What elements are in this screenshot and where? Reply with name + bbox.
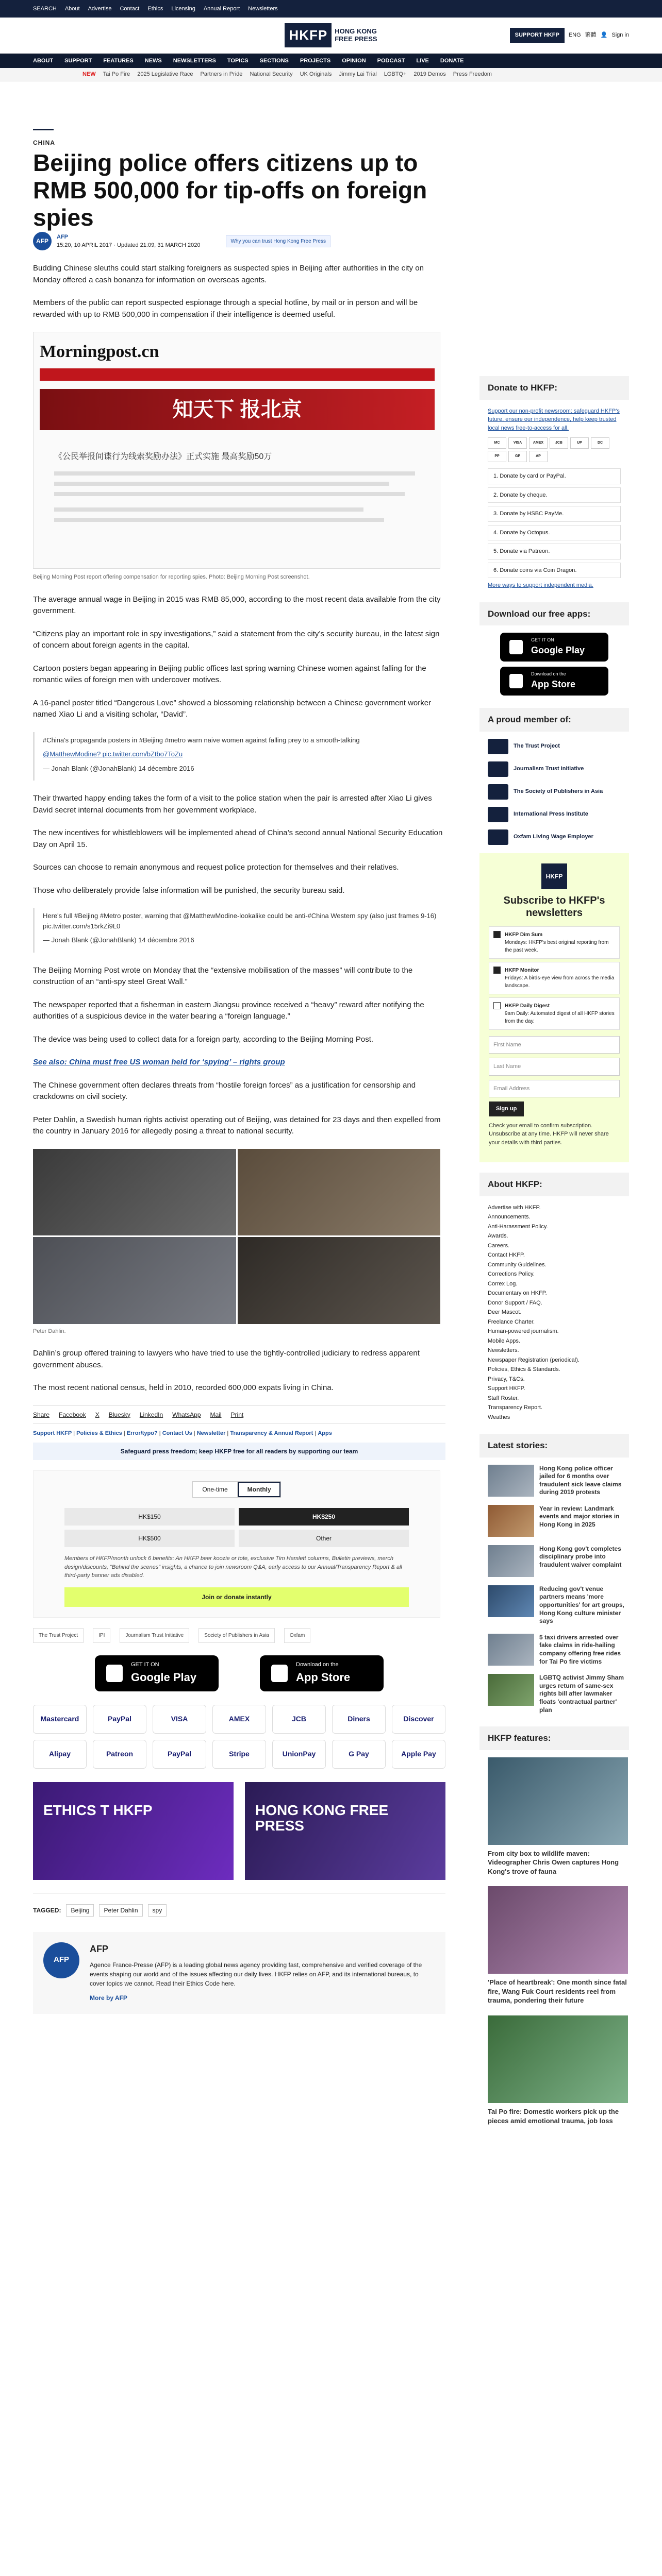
text-line-placeholder [54, 518, 384, 522]
footer-link[interactable]: Policies & Ethics [76, 1430, 122, 1436]
about-link[interactable]: Careers. [488, 1242, 510, 1249]
trust-badge[interactable]: Why you can trust Hong Kong Free Press [226, 235, 330, 247]
payment-logo[interactable]: UnionPay [272, 1740, 326, 1769]
lang-eng-link[interactable]: ENG [568, 32, 581, 38]
contact-link[interactable]: Contact [120, 5, 140, 12]
app-caption: Download on the [531, 671, 566, 676]
nav-sections[interactable]: SECTIONS [259, 57, 289, 64]
donate-option[interactable]: 6. Donate coins via Coin Dragon. [488, 563, 621, 579]
logo-text-line1: HONG KONG [335, 27, 377, 36]
text-line-placeholder [54, 492, 405, 496]
newsletter-signup [479, 853, 629, 1163]
footer-link[interactable]: Transparency & Annual Report [230, 1430, 313, 1436]
member-logo[interactable] [488, 784, 621, 800]
share-mail[interactable]: Mail [210, 1411, 222, 1418]
app-caption: Download on the [296, 1661, 339, 1668]
article-title: Beijing police offers citizens up to RMB 500,000 for tip-offs on foreign spies [33, 149, 427, 231]
tweet-text: Here's full #Beijing #Metro poster, warning that @MatthewModine-lookalike could be anti-#China Western spy (also just frames 9-16) pic.twitter.com/s15rkZi9L0 [43, 912, 437, 930]
promo-banners [33, 1782, 445, 1880]
payment-logo[interactable]: Diners [332, 1705, 386, 1734]
app-buttons [33, 1655, 445, 1691]
payment-logo[interactable]: Stripe [212, 1740, 266, 1769]
about-link[interactable]: Human-powered journalism. [488, 1328, 559, 1334]
story-title[interactable]: Hong Kong gov't completes disciplinary probe into fraudulent waiver complaint [539, 1545, 622, 1569]
logo-mark: HKFP [285, 23, 332, 47]
paragraph: Peter Dahlin, a Swedish human rights activist operating out of Beijing, was detained for 23 days and then expelled from the country in January 2016 for allegedly posing a threat to national security. [33, 1115, 441, 1136]
story-thumbnail[interactable] [488, 1465, 534, 1497]
features-section [479, 1726, 629, 2125]
google-play-button[interactable] [500, 633, 608, 662]
see-also-link[interactable]: See also: China must free US woman held for ‘spying’ – rights group [33, 1058, 285, 1066]
paragraph: Members of the public can report suspected espionage through a special hotline, by mail or in person and will be rewarded with up to RMB 500,000 in compensation if their intelligence is deemed useful. [33, 298, 418, 319]
card-logo: PP [488, 451, 506, 462]
nav-about[interactable]: ABOUT [33, 57, 54, 64]
about-link[interactable]: Corrections Policy. [488, 1271, 535, 1277]
about-link[interactable]: Privacy, T&Cs. [488, 1376, 525, 1382]
trending-link[interactable]: 2019 Demos [413, 71, 446, 78]
story-item[interactable] [488, 1674, 629, 1714]
updated-date: Updated 21:09, 31 MARCH 2020 [117, 242, 201, 248]
paragraph: Their thwarted happy ending takes the form of a visit to the police station when the pair is arrested after Xiao Li gives David secret internal documents from her government workplace. [33, 794, 432, 815]
sopa-logo[interactable]: Society of Publishers in Asia [198, 1628, 275, 1643]
signup-button[interactable]: Sign up [489, 1101, 524, 1116]
share-facebook[interactable]: Facebook [59, 1411, 86, 1418]
author-link[interactable]: AFP [57, 233, 68, 240]
story-thumbnail[interactable] [488, 1505, 534, 1537]
about-link[interactable]: Advertise with HKFP. [488, 1204, 541, 1211]
byline-text: AFP 15:20, 10 APRIL 2017 · Updated 21:09, 31 MARCH 2020 [57, 233, 201, 248]
about-link[interactable]: Mobile Apps. [488, 1337, 520, 1344]
ethics-link[interactable]: Ethics [147, 5, 163, 12]
checkbox-checked-icon[interactable] [493, 967, 501, 974]
story-item[interactable] [488, 1465, 629, 1497]
donate-heading: Donate to HKFP: [479, 376, 629, 400]
member-logo[interactable] [488, 761, 621, 777]
member-mark [488, 807, 508, 822]
share-x[interactable]: X [95, 1411, 100, 1418]
member-logo[interactable] [488, 739, 621, 754]
about-link[interactable]: Awards. [488, 1233, 508, 1239]
latest-stories [479, 1434, 629, 1714]
trending-link[interactable]: National Security [250, 71, 293, 78]
tag[interactable]: Beijing [66, 1904, 94, 1917]
payment-logo[interactable]: JCB [272, 1705, 326, 1734]
about-link[interactable]: About [64, 5, 80, 12]
logo-domain: .cn [137, 342, 159, 361]
donate-option[interactable]: 4. Donate by Octopus. [488, 525, 621, 541]
option-title: HKFP Daily Digest [505, 1003, 550, 1009]
amount-option[interactable]: HK$250 [239, 1508, 409, 1526]
story-item[interactable] [488, 1545, 629, 1577]
paragraph: Cartoon posters began appearing in Beijing public offices last spring warning Chinese women against falling for the romantic wiles of foreign men with undercover motives. [33, 664, 426, 684]
newsletter-option[interactable] [489, 926, 620, 959]
story-thumbnail[interactable] [488, 1674, 534, 1706]
paragraph: The average annual wage in Beijing in 2015 was RMB 85,000, according to the most recent data available from the city government. [33, 595, 441, 615]
advertise-link[interactable]: Advertise [88, 5, 112, 12]
payment-logo[interactable]: PayPal [93, 1705, 146, 1734]
safeguard-banner: Safeguard press freedom; keep HKFP free for all readers by supporting our team [33, 1443, 445, 1460]
jti-logo[interactable]: Journalism Trust Initiative [120, 1628, 189, 1643]
footer-link[interactable]: Newsletter [196, 1430, 226, 1436]
share-bluesky[interactable]: Bluesky [108, 1411, 130, 1418]
about-link[interactable]: Newspaper Registration (periodical). [488, 1357, 580, 1363]
story-thumbnail[interactable] [488, 1545, 534, 1577]
screenshot-headline: 《公民举报间谍行为线索奖励办法》正式实施 最高奖励50万 [54, 452, 272, 461]
card-logo: JCB [550, 437, 568, 449]
tag[interactable]: spy [148, 1904, 167, 1917]
paragraph: The new incentives for whistleblowers will be implemented ahead of China’s second annual National Security Education Day on April 15. [33, 828, 443, 849]
image-caption: Peter Dahlin. [33, 1328, 66, 1334]
payment-logo[interactable]: Patreon [93, 1740, 146, 1769]
peter-dahlin-photo [33, 1149, 440, 1324]
footer-link[interactable]: Apps [318, 1430, 332, 1436]
member-logo[interactable] [488, 829, 621, 845]
site-logo[interactable] [285, 23, 377, 47]
tags-label: TAGGED: [33, 1906, 61, 1914]
join-donate-button[interactable]: Join or donate instantly [64, 1587, 409, 1607]
feature-card[interactable] [488, 1886, 629, 2005]
text-line-placeholder [54, 507, 363, 512]
text-line-placeholder [54, 482, 389, 486]
trending-link[interactable]: 2025 Legislative Race [137, 71, 193, 78]
paragraph: The most recent national census, held in 2010, recorded 600,000 expats living in China. [33, 1383, 334, 1392]
member-name: The Society of Publishers in Asia [514, 788, 603, 795]
donate-intro-link[interactable]: Support our non-profit newsroom: safeguard HKFP's future, ensure our independence, help keep trusted local news free-to-access for all. [488, 408, 620, 431]
screenshot-nav-bar [40, 368, 435, 381]
member-mark [488, 784, 508, 800]
share-linkedin[interactable]: LinkedIn [139, 1411, 163, 1418]
header-actions [510, 28, 629, 43]
nav-podcast[interactable]: PODCAST [377, 57, 405, 64]
feature-card[interactable] [488, 1757, 629, 1876]
user-icon[interactable]: 👤 [600, 32, 608, 38]
tweet-signature: — Jonah Blank (@JonahBlank) 14 décembre 2016 [43, 936, 194, 944]
feature-card[interactable] [488, 2015, 629, 2125]
amount-option[interactable]: HK$150 [64, 1508, 235, 1526]
donate-option[interactable]: 5. Donate via Patreon. [488, 544, 621, 560]
story-title[interactable]: LGBTQ activist Jimmy Sham urges return of same-sex rights bill after lawmaker floats 'contractual partner' plan [539, 1674, 624, 1714]
newsletter-note: Check your email to confirm subscription. Unsubscribe at any time. HKFP will never share your details with third parties. [489, 1122, 609, 1146]
newsletter-logo: HKFP [541, 863, 567, 889]
member-name: Oxfam Living Wage Employer [514, 834, 593, 840]
paragraph: The Beijing Morning Post wrote on Monday that the “extensive mobilisation of the masses” will contribute to the construction of an “anti-spy steel Great Wall.” [33, 965, 413, 986]
member-mark [488, 739, 508, 754]
about-link[interactable]: Newsletters. [488, 1347, 519, 1353]
story-item[interactable] [488, 1634, 629, 1666]
paragraph: “Citizens play an important role in spy investigations,” said a statement from the city’s security bureau, in the latest sign of concern about foreign agents in the capital. [33, 629, 440, 650]
member-benefits: Members of HKFP/month unlock 6 benefits: An HKFP beer koozie or tote, exclusive Tim Hamlett columns, Bulletin previews, merch design/discounts, “Behind the scenes” insights, a chance to join newsroom Q&A, early access to our Annual/Transparency Report & all third-party banner ads disabled. [64, 1555, 402, 1579]
option-desc: Mondays: HKFP's best original reporting from the past week. [505, 939, 609, 953]
feature-title[interactable]: 'Place of heartbreak': One month since fatal fire, Wang Fuk Court residents reel from trauma, pondering their future [488, 1978, 627, 2005]
about-link[interactable]: Anti-Harassment Policy. [488, 1223, 548, 1230]
lang-chinese-link[interactable]: 繁體 [585, 32, 597, 38]
about-heading: About HKFP: [479, 1173, 629, 1196]
morningpost-logo [40, 338, 159, 365]
payment-logo[interactable]: Apple Pay [392, 1740, 445, 1769]
footer-link[interactable]: Contact Us [162, 1430, 192, 1436]
nav-live[interactable]: LIVE [416, 57, 429, 64]
feature-image[interactable] [488, 1886, 628, 1974]
author-box [33, 1932, 445, 2014]
morning-post-screenshot [33, 332, 440, 569]
feature-image[interactable] [488, 1757, 628, 1845]
member-mark [488, 829, 508, 845]
about-section [479, 1173, 629, 1421]
donation-widget [33, 1470, 440, 1618]
payment-logo[interactable]: Mastercard [33, 1705, 87, 1734]
google-play-button[interactable] [95, 1655, 219, 1691]
paragraph: Those who deliberately provide false information will be punished, the security bureau said. [33, 886, 345, 895]
checkbox-checked-icon[interactable] [493, 931, 501, 938]
feature-image[interactable] [488, 2015, 628, 2103]
donate-options [479, 468, 629, 590]
about-link[interactable]: Staff Roster. [488, 1395, 519, 1401]
last-name-field[interactable]: Last Name [489, 1058, 620, 1076]
ethics-promo[interactable]: ETHICS T HKFP [33, 1782, 234, 1880]
licensing-link[interactable]: Licensing [171, 5, 195, 12]
member-name: Journalism Trust Initiative [514, 766, 584, 772]
embedded-tweet [33, 732, 445, 781]
site-header [0, 18, 662, 54]
frequency-toggle [64, 1481, 409, 1498]
story-thumbnail[interactable] [488, 1634, 534, 1666]
story-title[interactable]: Year in review: Landmark events and major stories in Hong Kong in 2025 [539, 1504, 620, 1529]
share-bar [33, 1405, 445, 1424]
oxfam-logo[interactable]: Oxfam [284, 1628, 310, 1643]
newsletter-option[interactable] [489, 962, 620, 994]
byline [33, 232, 456, 250]
tag-list [33, 1893, 445, 1917]
sidebar [479, 376, 629, 2136]
app-store-name: Google Play [131, 1671, 197, 1684]
nav-features[interactable]: FEATURES [103, 57, 134, 64]
tweet-link[interactable]: @MatthewModine? pic.twitter.com/bZtbo7ToZu [43, 750, 183, 758]
about-link[interactable]: Deer Mascot. [488, 1309, 522, 1315]
donate-option[interactable]: 2. Donate by cheque. [488, 487, 621, 503]
footer-links: Support HKFP | Policies & Ethics | Error/typo? | Contact Us | Newsletter | Transparency & Annual Report | Apps [33, 1430, 332, 1436]
author-avatar-large[interactable]: AFP [43, 1942, 79, 1978]
app-store-name: App Store [531, 679, 576, 690]
nav-newsletters[interactable]: NEWSLETTERS [173, 57, 216, 64]
share-button[interactable]: Share [33, 1411, 50, 1418]
card-logo: DC [591, 437, 609, 449]
option-title: HKFP Dim Sum [505, 931, 543, 938]
story-title[interactable]: Reducing gov't venue partners means 'more opportunities' for art groups, Hong Kong culture minister says [539, 1585, 624, 1625]
checkbox-icon[interactable] [493, 1002, 501, 1009]
author-avatar[interactable]: AFP [33, 232, 52, 250]
feature-title[interactable]: Tai Po fire: Domestic workers pick up the pieces amid emotional trauma, job loss [488, 2107, 619, 2125]
paragraph: The Chinese government often declares threats from “hostile foreign forces” as a justification for censorship and crackdowns on civil society. [33, 1080, 416, 1101]
nav-topics[interactable]: TOPICS [227, 57, 249, 64]
nav-news[interactable]: NEWS [144, 57, 162, 64]
features-heading: HKFP features: [479, 1726, 629, 1750]
trending-bar [0, 68, 662, 81]
member-name: International Press Institute [514, 811, 588, 818]
ipi-logo[interactable]: IPI [93, 1628, 110, 1643]
logo-text-line2: FREE PRESS [335, 35, 377, 43]
annual-report-link[interactable]: Annual Report [203, 5, 240, 12]
option-desc: Fridays: A birds-eye view from across the media landscape. [505, 975, 615, 989]
about-link[interactable]: Transparency Report. [488, 1404, 542, 1411]
about-list [479, 1204, 629, 1422]
article-category[interactable]: CHINA [33, 139, 55, 146]
amount-option[interactable]: Other [239, 1530, 409, 1547]
about-link[interactable]: Correx Log. [488, 1280, 518, 1287]
screenshot-banner: 知天下 报北京 [40, 389, 435, 430]
paragraph: Budding Chinese sleuths could start stalking foreigners as suspected spies in Beijing after authorities in the city on Monday offered a cash bonanza for information on overseas agents. [33, 264, 424, 284]
payment-logo[interactable]: VISA [153, 1705, 206, 1734]
tag[interactable]: Peter Dahlin [99, 1904, 142, 1917]
card-logo: MC [488, 437, 506, 449]
trending-link[interactable]: Press Freedom [453, 71, 492, 78]
card-logo: GP [508, 451, 527, 462]
text-line-placeholder [54, 471, 415, 476]
card-logo: VISA [508, 437, 527, 449]
logo-word: Morningpost [40, 342, 137, 361]
card-logo: AMEX [529, 437, 548, 449]
trending-link[interactable]: Jimmy Lai Trial [339, 71, 377, 78]
payment-logo[interactable]: PayPal [153, 1740, 206, 1769]
about-link[interactable]: Freelance Charter. [488, 1318, 535, 1325]
member-logo[interactable] [488, 807, 621, 822]
paragraph: The newspaper reported that a fisherman in eastern Jiangsu province received a “heavy” reward after notifying the authorities of a suspicious device in the water bearing a “foreign language.” [33, 1000, 424, 1021]
embedded-tweet [33, 908, 445, 953]
trending-link[interactable]: UK Originals [300, 71, 332, 78]
footer-link[interactable]: Error/typo? [126, 1430, 158, 1436]
freq-one-time[interactable]: One-time [192, 1481, 237, 1498]
search-link[interactable]: SEARCH [33, 5, 57, 12]
newsletter-title: Subscribe to HKFP's newsletters [503, 894, 605, 919]
story-item[interactable] [488, 1585, 629, 1625]
about-link[interactable]: Community Guidelines. [488, 1261, 547, 1268]
about-link[interactable]: Weathes [488, 1414, 510, 1420]
paragraph: The device was being used to collect data for a foreign party, according to the Beijing Morning Post. [33, 1035, 374, 1044]
app-store-button[interactable] [500, 667, 608, 696]
first-name-field[interactable]: First Name [489, 1036, 620, 1054]
nav-opinion[interactable]: OPINION [342, 57, 366, 64]
nav-support[interactable]: SUPPORT [64, 57, 92, 64]
tweet-text: #China's propaganda posters in #Beijing #metro warn naive women against falling prey to a smooth-talking [43, 736, 360, 744]
payment-methods [33, 1705, 445, 1769]
new-badge: NEW [82, 71, 96, 78]
trending-link[interactable]: Partners in Pride [200, 71, 243, 78]
story-title[interactable]: Hong Kong police officer jailed for 6 months over fraudulent sick leave claims during 2019 protests [539, 1464, 622, 1496]
donate-option[interactable]: 1. Donate by card or PayPal. [488, 468, 621, 484]
category-rule [33, 129, 54, 130]
trending-link[interactable]: LGBTQ+ [384, 71, 407, 78]
about-link[interactable]: Support HKFP. [488, 1385, 525, 1392]
press-logos [33, 1628, 445, 1643]
paragraph: Dahlin’s group offered training to lawyers who have tried to use the tightly-controlled judiciary to redress apparent government abuses. [33, 1349, 420, 1369]
card-logo: AP [529, 451, 548, 462]
publish-date: 15:20, 10 APRIL 2017 [57, 242, 112, 248]
hkfp-promo[interactable]: HONG KONG FREE PRESS [245, 1782, 445, 1880]
option-title: HKFP Monitor [505, 967, 539, 973]
story-title[interactable]: 5 taxi drivers arrested over fake claims in ride-hailing company offering free rides for Tai Po fire victims [539, 1633, 621, 1665]
payment-logo[interactable]: G Pay [332, 1740, 386, 1769]
apps-heading: Download our free apps: [479, 602, 629, 626]
email-field[interactable]: Email Address [489, 1080, 620, 1098]
donate-option[interactable]: 3. Donate by HSBC PayMe. [488, 506, 621, 522]
paragraph: A 16-panel poster titled “Dangerous Love” showed a blossoming relationship between a Chinese government worker named Xiao Li and a visiting scholar, “David”. [33, 698, 432, 719]
member-mark [488, 761, 508, 777]
story-thumbnail[interactable] [488, 1585, 534, 1617]
payment-logo[interactable]: Alipay [33, 1740, 87, 1769]
top-utility-bar [0, 0, 662, 18]
nav-donate[interactable]: DONATE [440, 57, 464, 64]
app-store-button[interactable] [260, 1655, 384, 1691]
amount-options [64, 1508, 409, 1547]
option-desc: 9am Daily: Automated digest of all HKFP stories from the day. [505, 1010, 615, 1024]
payment-logo[interactable]: Discover [392, 1705, 445, 1734]
article-body [33, 263, 445, 2014]
more-by-author-link[interactable]: More by AFP [90, 1994, 127, 2002]
about-link[interactable]: Documentary on HKFP. [488, 1290, 547, 1296]
app-caption: GET IT ON [131, 1661, 159, 1668]
author-bio: Agence France-Presse (AFP) is a leading global news agency providing fast, comprehensive and verified coverage of the events shaping our world and of the issues affecting our daily lives. HKFP relies on AFP, and its international bureaus, to cover topics we cannot. Read their Ethics Code here. [90, 1961, 422, 1987]
trust-project-logo[interactable]: The Trust Project [33, 1628, 84, 1643]
trending-link[interactable]: Tai Po Fire [103, 71, 130, 78]
payment-logo[interactable]: AMEX [212, 1705, 266, 1734]
main-nav [0, 54, 662, 68]
more-ways-link[interactable]: More ways to support independent media. [488, 582, 593, 588]
app-caption: GET IT ON [531, 637, 554, 642]
card-logo: UP [570, 437, 589, 449]
share-whatsapp[interactable]: WhatsApp [172, 1411, 201, 1418]
app-store-name: Google Play [531, 645, 585, 656]
about-link[interactable]: Announcements. [488, 1214, 531, 1220]
footer-link[interactable]: Support HKFP [33, 1430, 72, 1436]
logo-text [335, 28, 377, 43]
paragraph: Sources can choose to remain anonymous and request police protection for themselves and their relatives. [33, 863, 399, 872]
story-item[interactable] [488, 1505, 629, 1537]
latest-heading: Latest stories: [479, 1434, 629, 1458]
signin-link[interactable]: Sign in [611, 32, 629, 38]
about-link[interactable]: Donor Support / FAQ. [488, 1299, 542, 1306]
freq-monthly[interactable]: Monthly [238, 1481, 281, 1498]
share-print[interactable]: Print [230, 1411, 244, 1418]
amount-option[interactable]: HK$500 [64, 1530, 235, 1547]
newsletter-option[interactable] [489, 997, 620, 1030]
member-heading: A proud member of: [479, 708, 629, 732]
app-store-name: App Store [296, 1671, 351, 1684]
member-name: The Trust Project [514, 743, 560, 750]
support-hkfp-button[interactable]: SUPPORT HKFP [510, 28, 565, 43]
about-link[interactable]: Policies, Ethics & Standards. [488, 1366, 560, 1372]
author-name[interactable]: AFP [90, 1943, 108, 1954]
card-logos [479, 437, 629, 462]
about-link[interactable]: Contact HKFP. [488, 1252, 525, 1258]
feature-title[interactable]: From city box to wildlife maven: Videographer Chris Owen captures Hong Kong's trove of fauna [488, 1849, 619, 1875]
newsletters-link[interactable]: Newsletters [248, 5, 278, 12]
image-caption: Beijing Morning Post report offering compensation for reporting spies. Photo: Beijing Morning Post screenshot. [33, 574, 310, 580]
nav-projects[interactable]: PROJECTS [300, 57, 331, 64]
tweet-signature: — Jonah Blank (@JonahBlank) 14 décembre 2016 [43, 764, 194, 772]
